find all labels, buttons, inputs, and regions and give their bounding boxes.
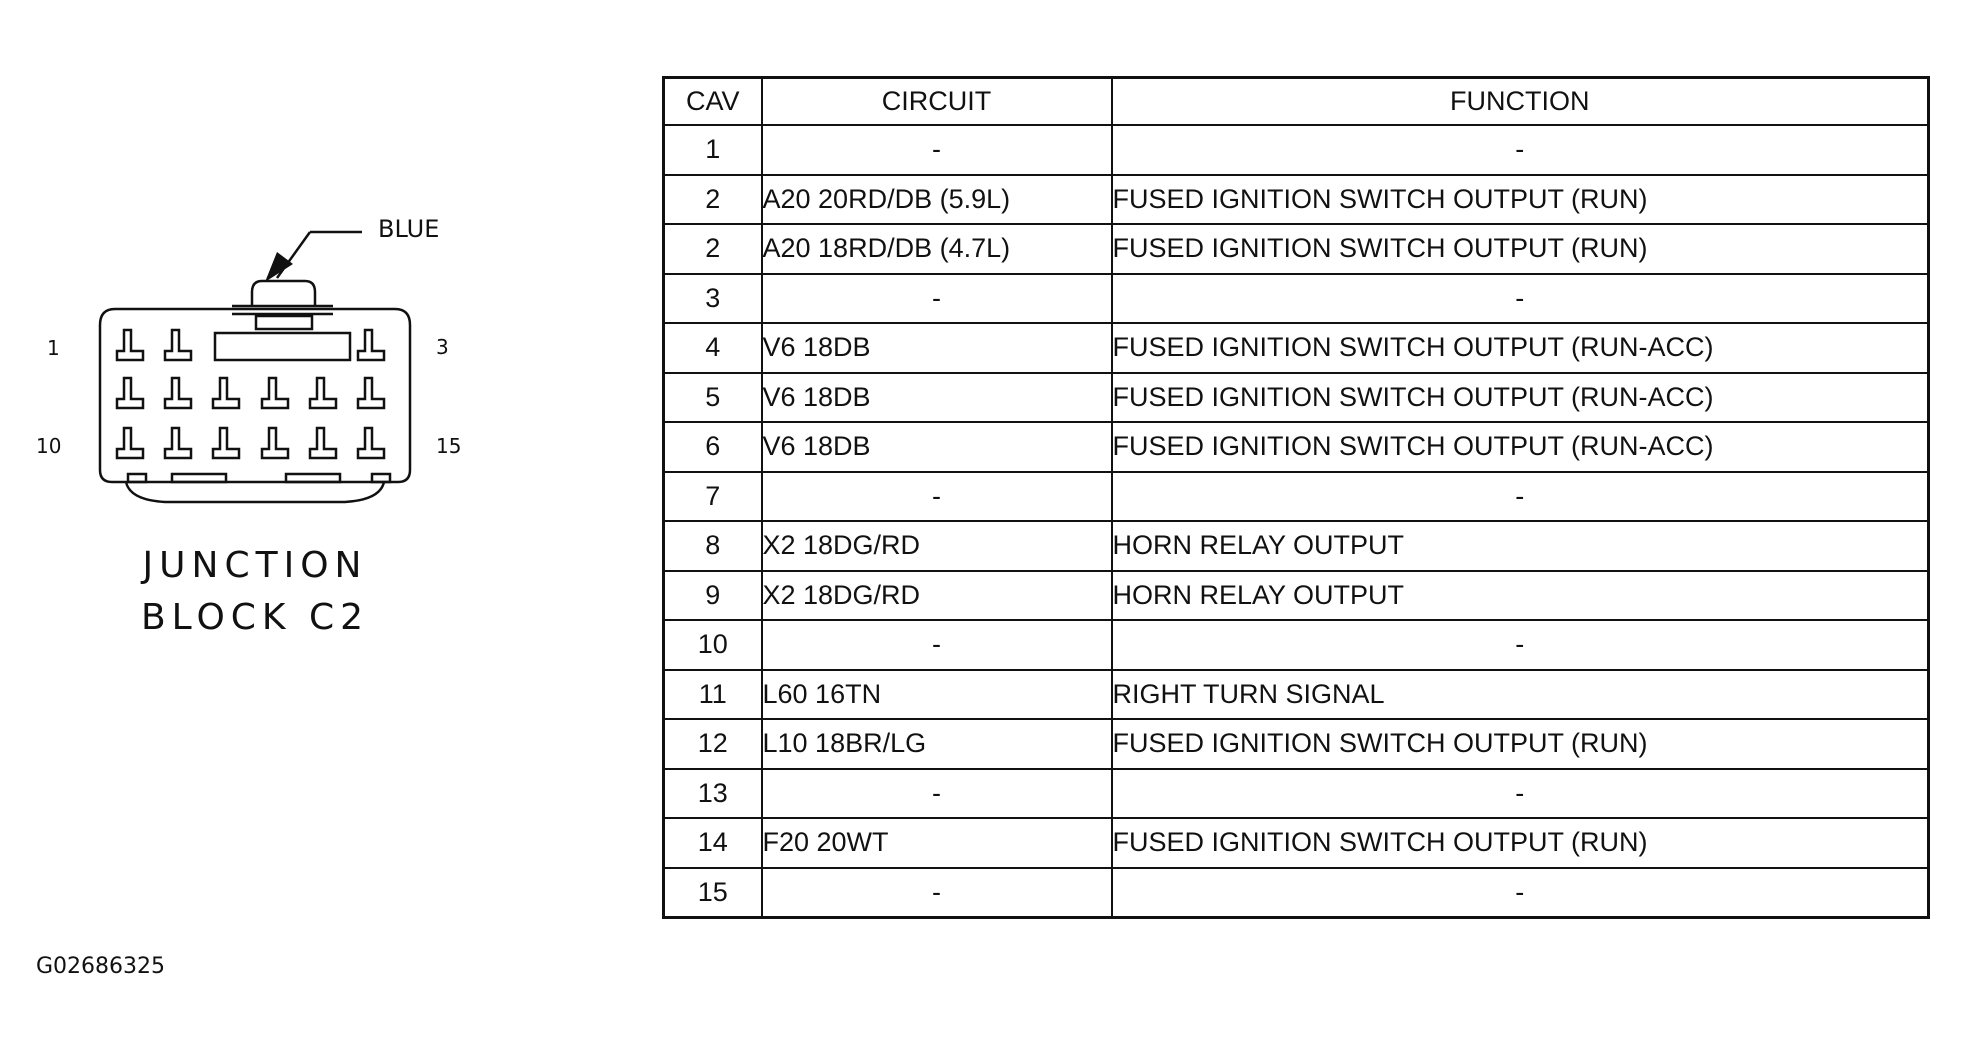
circuit-cell: - bbox=[762, 769, 1112, 819]
document-id: G02686325 bbox=[36, 954, 166, 979]
pin-label-10: 10 bbox=[36, 434, 62, 458]
cavity-terminal bbox=[310, 428, 336, 458]
cav-cell: 3 bbox=[664, 274, 762, 324]
cav-cell: 4 bbox=[664, 323, 762, 373]
function-cell: - bbox=[1112, 868, 1929, 918]
function-cell: - bbox=[1112, 274, 1929, 324]
cavity-terminal bbox=[117, 330, 143, 360]
table-row bbox=[664, 175, 1929, 225]
bottom-tab bbox=[172, 474, 226, 482]
cavity-terminal bbox=[165, 428, 191, 458]
cavity-terminal bbox=[165, 330, 191, 360]
circuit-cell: - bbox=[762, 620, 1112, 670]
cav-cell: 1 bbox=[664, 125, 762, 175]
cav-cell: 9 bbox=[664, 571, 762, 621]
cavity-terminal bbox=[262, 378, 288, 408]
table-row bbox=[664, 224, 1929, 274]
table-row bbox=[664, 620, 1929, 670]
bottom-tab bbox=[372, 474, 390, 482]
function-cell: HORN RELAY OUTPUT bbox=[1112, 571, 1929, 621]
table-row bbox=[664, 323, 1929, 373]
circuit-cell: - bbox=[762, 472, 1112, 522]
circuit-cell: V6 18DB bbox=[762, 323, 1112, 373]
pin-label-3: 3 bbox=[436, 335, 449, 359]
circuit-cell: A20 20RD/DB (5.9L) bbox=[762, 175, 1112, 225]
table-row bbox=[664, 373, 1929, 423]
table-row bbox=[664, 521, 1929, 571]
cavity-terminal bbox=[213, 378, 239, 408]
table-row bbox=[664, 868, 1929, 918]
cav-cell: 2 bbox=[664, 175, 762, 225]
cavity-terminal bbox=[117, 428, 143, 458]
arrow-icon bbox=[265, 252, 293, 282]
function-cell: FUSED IGNITION SWITCH OUTPUT (RUN) bbox=[1112, 224, 1929, 274]
circuit-cell: F20 20WT bbox=[762, 818, 1112, 868]
cav-cell: 13 bbox=[664, 769, 762, 819]
function-cell: FUSED IGNITION SWITCH OUTPUT (RUN) bbox=[1112, 175, 1929, 225]
table-row bbox=[664, 125, 1929, 175]
connector-housing bbox=[100, 309, 410, 482]
pin-label-15: 15 bbox=[436, 434, 462, 458]
circuit-cell: V6 18DB bbox=[762, 422, 1112, 472]
cavity-terminal bbox=[358, 330, 384, 360]
function-cell: - bbox=[1112, 620, 1929, 670]
table-row bbox=[664, 719, 1929, 769]
circuit-cell: V6 18DB bbox=[762, 373, 1112, 423]
cavity-terminal bbox=[165, 378, 191, 408]
header-cav: CAV bbox=[664, 78, 762, 126]
pin-label-1: 1 bbox=[47, 336, 60, 360]
cavity-terminal bbox=[117, 378, 143, 408]
function-cell: HORN RELAY OUTPUT bbox=[1112, 521, 1929, 571]
circuit-cell: - bbox=[762, 868, 1112, 918]
circuit-cell: - bbox=[762, 125, 1112, 175]
circuit-cell: X2 18DG/RD bbox=[762, 521, 1112, 571]
table-row bbox=[664, 274, 1929, 324]
table-row bbox=[664, 422, 1929, 472]
blank-cavity bbox=[215, 333, 350, 360]
table-row bbox=[664, 472, 1929, 522]
connector-bottom-lip bbox=[126, 482, 384, 502]
function-cell: - bbox=[1112, 769, 1929, 819]
table-row bbox=[664, 670, 1929, 720]
cav-cell: 14 bbox=[664, 818, 762, 868]
cav-cell: 7 bbox=[664, 472, 762, 522]
circuit-cell: L60 16TN bbox=[762, 670, 1112, 720]
table-row bbox=[664, 769, 1929, 819]
cav-cell: 6 bbox=[664, 422, 762, 472]
cavity-terminal bbox=[358, 428, 384, 458]
table-row bbox=[664, 571, 1929, 621]
cavity-terminal bbox=[358, 378, 384, 408]
cavity-terminal bbox=[262, 428, 288, 458]
header-circuit: CIRCUIT bbox=[762, 78, 1112, 126]
pinout-table bbox=[662, 76, 1930, 919]
circuit-cell: L10 18BR/LG bbox=[762, 719, 1112, 769]
cav-cell: 15 bbox=[664, 868, 762, 918]
connector-title-line2: BLOCK C2 bbox=[140, 597, 370, 638]
circuit-cell: A20 18RD/DB (4.7L) bbox=[762, 224, 1112, 274]
cav-cell: 12 bbox=[664, 719, 762, 769]
function-cell: FUSED IGNITION SWITCH OUTPUT (RUN) bbox=[1112, 818, 1929, 868]
connector-title bbox=[110, 540, 400, 644]
connector-key bbox=[252, 281, 315, 306]
connector-color-label: BLUE bbox=[378, 215, 440, 243]
header-function: FUNCTION bbox=[1112, 78, 1929, 126]
table-row bbox=[664, 818, 1929, 868]
cav-cell: 10 bbox=[664, 620, 762, 670]
function-cell: FUSED IGNITION SWITCH OUTPUT (RUN) bbox=[1112, 719, 1929, 769]
cav-cell: 2 bbox=[664, 224, 762, 274]
function-cell: FUSED IGNITION SWITCH OUTPUT (RUN-ACC) bbox=[1112, 323, 1929, 373]
circuit-cell: - bbox=[762, 274, 1112, 324]
cav-cell: 11 bbox=[664, 670, 762, 720]
function-cell: - bbox=[1112, 125, 1929, 175]
bottom-tab bbox=[128, 474, 146, 482]
function-cell: - bbox=[1112, 472, 1929, 522]
circuit-cell: X2 18DG/RD bbox=[762, 571, 1112, 621]
function-cell: RIGHT TURN SIGNAL bbox=[1112, 670, 1929, 720]
function-cell: FUSED IGNITION SWITCH OUTPUT (RUN-ACC) bbox=[1112, 422, 1929, 472]
bottom-tab bbox=[286, 474, 340, 482]
cavity-terminal bbox=[310, 378, 336, 408]
connector-title-line1: JUNCTION bbox=[142, 545, 368, 586]
cav-cell: 5 bbox=[664, 373, 762, 423]
cavity-terminal bbox=[213, 428, 239, 458]
table-header-row bbox=[664, 78, 1929, 126]
function-cell: FUSED IGNITION SWITCH OUTPUT (RUN-ACC) bbox=[1112, 373, 1929, 423]
cav-cell: 8 bbox=[664, 521, 762, 571]
